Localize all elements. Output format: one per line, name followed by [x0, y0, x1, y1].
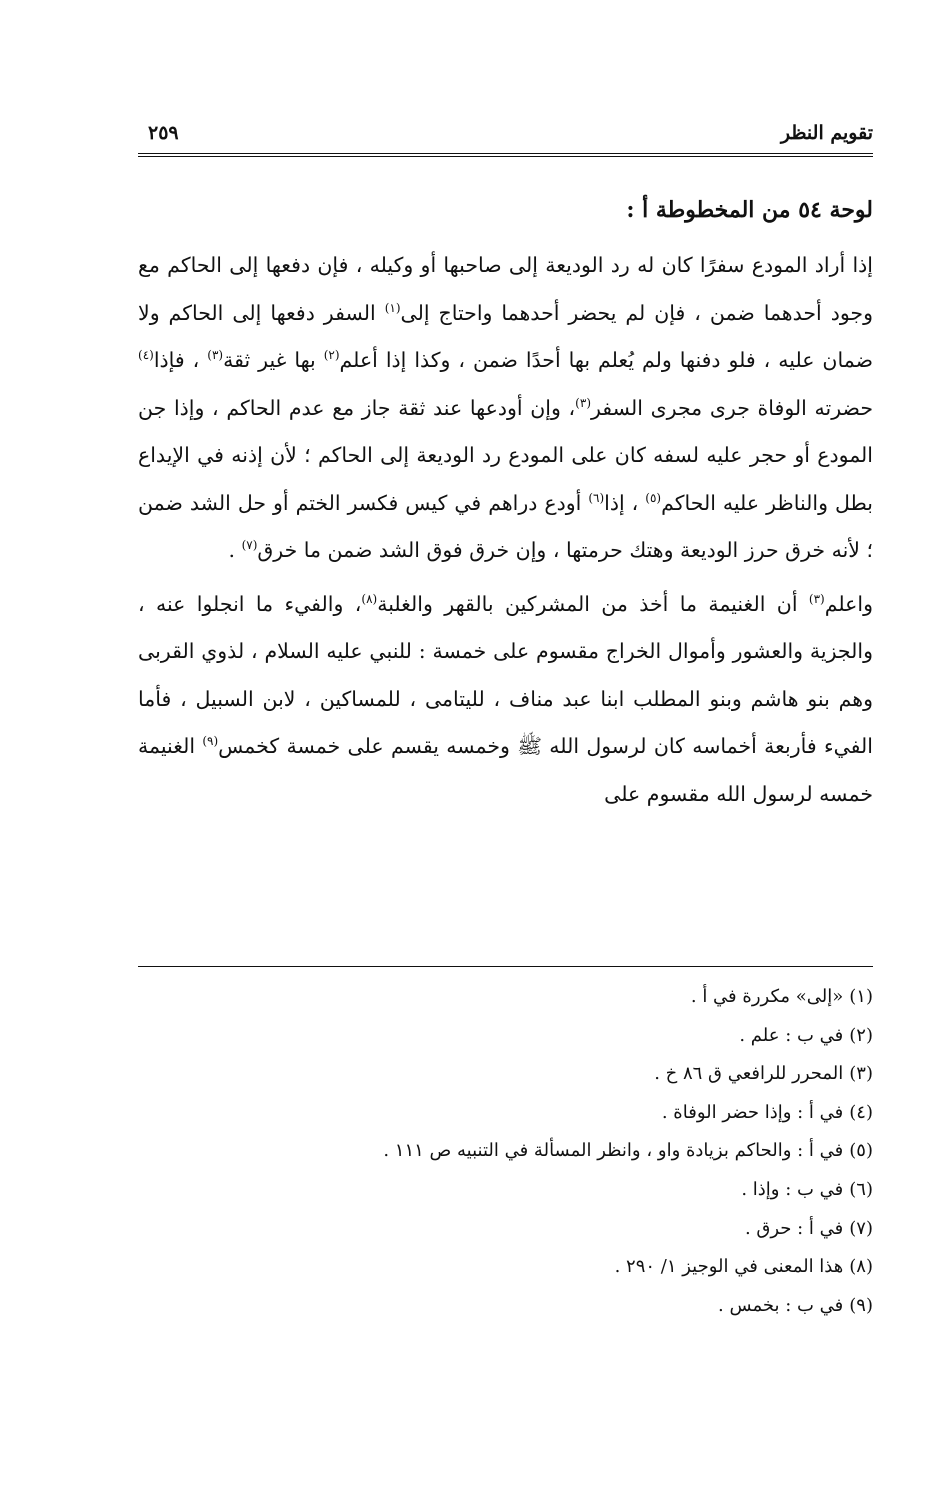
footnote-number: (٢) [849, 1024, 873, 1046]
footnote-item [138, 1017, 873, 1056]
footnote-reference: (٣) [575, 395, 591, 410]
paragraph-text-run: واعلم [824, 591, 873, 616]
body-paragraph [138, 581, 873, 819]
paragraph-text-run: السفر دفعها إلى الحاكم ولا ضمان عليه ، فلو دفنها ولم يُعلم بها أحدًا ضمن ، وكذا إذا أعلم [138, 300, 873, 372]
paragraph-text-run: ، والفيء ما انجلوا عنه ، والجزية والعشور وأموال الخراج مقسوم على خمسة : للنبي عليه السلام ، لذوي القربى وهم بنو هاشم وبنو المطلب ابنا عبد مناف ، لليتامى ، للمساكين ، لابن السبيل ، فأما الفيء فأربعة أخماسه كان لرسول الله ﷺ وخمسه يقسم على خمسة كخمس [138, 591, 873, 758]
page-number: ٢٥٩ [148, 122, 179, 144]
footnote-reference: (٣) [207, 348, 224, 363]
footnote-text: المحرر للرافعي ق ٨٦ خ . [654, 1063, 844, 1085]
footnotes-list [138, 978, 873, 1325]
footnote-number: (١) [849, 986, 873, 1007]
footnote-number: (٣) [849, 1063, 873, 1085]
footnote-reference: (٣) [808, 591, 825, 606]
footnote-item [138, 1094, 873, 1133]
header-rule [138, 153, 873, 157]
footnote-reference: (٢) [323, 348, 340, 363]
running-title: تقويم النظر [780, 122, 873, 144]
paragraph-text-run: . [228, 538, 242, 562]
footnote-reference: (٤) [138, 348, 154, 363]
paragraph-text-run: بها غير ثقة [223, 348, 324, 372]
running-header [138, 118, 873, 158]
footnote-text: في أ : وإذا حضر الوفاة . [661, 1101, 844, 1123]
paragraph-text-run: ، إذا [604, 490, 646, 515]
footnote-item [138, 1287, 873, 1326]
footnote-item [138, 1248, 873, 1287]
footnote-number: (٨) [849, 1256, 873, 1278]
footnote-reference: (٧) [241, 538, 258, 553]
section-heading: لوحة ٥٤ من المخطوطة أ : [626, 197, 873, 223]
paragraph-text-run: أن الغنيمة ما أخذ من المشركين بالقهر والغلبة [377, 591, 809, 616]
footnote-number: (٦) [849, 1178, 873, 1200]
footnote-reference: (٥) [645, 490, 662, 505]
footnote-text: في ب : بخمس . [718, 1294, 844, 1316]
body-paragraphs [138, 242, 873, 818]
footnote-text: في ب : علم . [739, 1024, 844, 1046]
paragraph-text-run: ، فإذا [153, 348, 208, 372]
footnote-number: (٥) [849, 1140, 873, 1162]
footnote-reference: (١) [384, 300, 401, 315]
footnote-number: (٧) [849, 1217, 873, 1239]
footnote-item [138, 1132, 873, 1171]
footnote-number: (٤) [849, 1101, 873, 1123]
footnote-item [138, 978, 873, 1017]
paragraph-text-run: الغنيمة خمسه لرسول الله مقسوم على [138, 734, 873, 806]
footnote-item [138, 1210, 873, 1249]
main-text [138, 188, 873, 818]
footnote-text: في أ : والحاكم بزيادة واو ، وانظر المسألة في التنبيه ص ١١١ . [383, 1140, 844, 1162]
paragraph-text-run: إذا أراد المودع سفرًا كان له رد الوديعة إلى صاحبها أو وكيله ، فإن دفعها إلى الحاكم مع وجود أحدهما ضمن ، فإن لم يحضر أحدهما واحتاج إلى [138, 253, 873, 325]
footnote-text: «إلى» مكررة في أ . [690, 986, 844, 1007]
footnote-reference: (٦) [588, 490, 605, 505]
footnote-separator [138, 966, 873, 967]
footnote-text: في أ : حرق . [744, 1217, 844, 1239]
footnote-text: في ب : وإذا . [741, 1178, 844, 1200]
paragraph-text-run: ، وإن أودعها عند ثقة جاز مع عدم الحاكم ، وإذا جن المودع أو حجر عليه لسفه كان على المودع رد الوديعة إلى الحاكم ؛ لأن إذنه في الإيداع بطل والناظر عليه الحاكم [138, 395, 873, 515]
footnote-number: (٩) [849, 1294, 873, 1316]
footnote-reference: (٩) [202, 734, 219, 749]
footnote-item [138, 1055, 873, 1094]
body-paragraph [138, 242, 873, 575]
paragraph-text-run: حضرته الوفاة جرى مجرى السفر [591, 395, 874, 420]
paragraph-text-run: أودع دراهم في كيس فكسر الختم أو حل الشد ضمن ؛ لأنه خرق حرز الوديعة وهتك حرمتها ، وإن خرق فوق الشد ضمن ما خرق [138, 490, 873, 562]
footnote-item [138, 1171, 873, 1210]
footnote-reference: (٨) [361, 591, 378, 606]
footnote-text: هذا المعنى في الوجيز ١/ ٢٩٠ . [614, 1256, 844, 1278]
